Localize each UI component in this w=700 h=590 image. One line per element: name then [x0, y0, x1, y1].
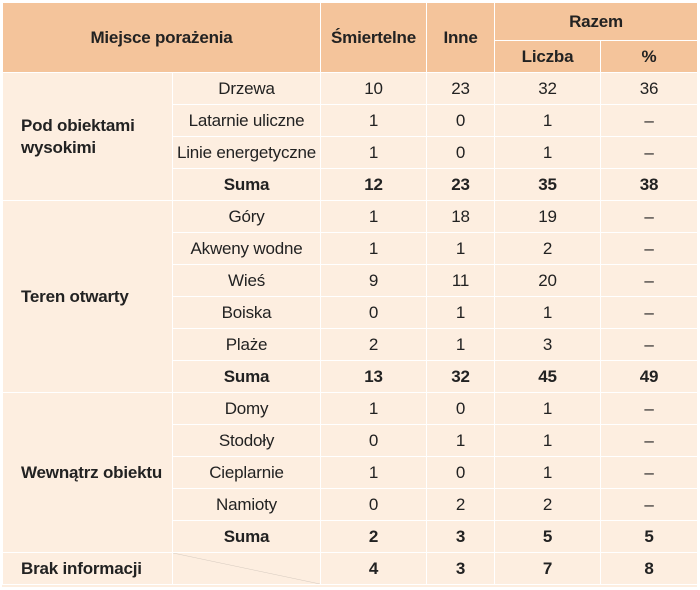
percent-cell: – [601, 489, 698, 521]
other-cell: 11 [427, 265, 495, 297]
count-cell: 2 [495, 489, 601, 521]
count-cell: 3 [495, 329, 601, 361]
sum-label: Suma [173, 361, 321, 393]
count-cell: 32 [495, 73, 601, 105]
other-cell: 23 [427, 169, 495, 201]
diagonal-line [173, 553, 320, 584]
percent-cell: – [601, 265, 698, 297]
header-percent: % [601, 41, 698, 73]
fatal-cell: 4 [321, 553, 427, 585]
count-cell: 1 [495, 137, 601, 169]
count-cell: 7 [495, 553, 601, 585]
fatal-cell: 0 [321, 297, 427, 329]
place-cell: Cieplarnie [173, 457, 321, 489]
count-cell: 45 [495, 361, 601, 393]
other-cell: 0 [427, 457, 495, 489]
other-cell: 0 [427, 105, 495, 137]
diagonal-cell [173, 553, 321, 585]
percent-cell: – [601, 297, 698, 329]
percent-cell: – [601, 201, 698, 233]
place-cell: Boiska [173, 297, 321, 329]
other-cell: 2 [427, 489, 495, 521]
other-cell: 23 [427, 73, 495, 105]
percent-cell: – [601, 105, 698, 137]
place-cell: Stodoły [173, 425, 321, 457]
lightning-table-container [2, 2, 697, 587]
count-cell: 35 [495, 169, 601, 201]
count-cell: 5 [495, 521, 601, 553]
percent-cell: – [601, 137, 698, 169]
other-cell: 1 [427, 233, 495, 265]
count-cell: 1 [495, 297, 601, 329]
place-cell: Latarnie uliczne [173, 105, 321, 137]
group-label-open: Teren otwarty [3, 201, 173, 393]
fatal-cell: 1 [321, 457, 427, 489]
group-label-high: Pod obiektami wysokimi [3, 73, 173, 201]
percent-cell: 49 [601, 361, 698, 393]
group-label-noinfo: Brak informacji [3, 553, 173, 585]
group-label-inside: Wewnątrz obiektu [3, 393, 173, 553]
other-cell: 3 [427, 521, 495, 553]
header-fatal: Śmiertelne [321, 3, 427, 73]
percent-cell: – [601, 425, 698, 457]
other-cell: 1 [427, 297, 495, 329]
sum-label: Suma [173, 169, 321, 201]
sum-label: Suma [173, 521, 321, 553]
other-cell: 1 [427, 329, 495, 361]
percent-cell: – [601, 233, 698, 265]
fatal-cell: 1 [321, 201, 427, 233]
percent-cell: 5 [601, 521, 698, 553]
place-cell: Góry [173, 201, 321, 233]
header-location: Miejsce porażenia [3, 3, 321, 73]
fatal-cell: 1 [321, 137, 427, 169]
fatal-cell: 9 [321, 265, 427, 297]
place-cell: Namioty [173, 489, 321, 521]
table-row [3, 393, 698, 425]
percent-cell: 38 [601, 169, 698, 201]
other-cell: 1 [427, 425, 495, 457]
fatal-cell: 1 [321, 233, 427, 265]
count-cell: 1 [495, 105, 601, 137]
fatal-cell: 13 [321, 361, 427, 393]
percent-cell: 36 [601, 73, 698, 105]
count-cell: 1 [495, 457, 601, 489]
percent-cell: 8 [601, 553, 698, 585]
place-cell: Akweny wodne [173, 233, 321, 265]
percent-cell: – [601, 393, 698, 425]
fatal-cell: 12 [321, 169, 427, 201]
count-cell: 2 [495, 233, 601, 265]
table-row [3, 73, 698, 105]
other-cell: 3 [427, 553, 495, 585]
count-cell: 1 [495, 393, 601, 425]
header-count: Liczba [495, 41, 601, 73]
other-cell: 0 [427, 393, 495, 425]
count-cell: 20 [495, 265, 601, 297]
place-cell: Linie energetyczne [173, 137, 321, 169]
fatal-cell: 1 [321, 393, 427, 425]
noinfo-row [3, 553, 698, 585]
fatal-cell: 1 [321, 105, 427, 137]
other-cell: 18 [427, 201, 495, 233]
place-cell: Domy [173, 393, 321, 425]
fatal-cell: 10 [321, 73, 427, 105]
place-cell: Wieś [173, 265, 321, 297]
fatal-cell: 2 [321, 329, 427, 361]
count-cell: 19 [495, 201, 601, 233]
place-cell: Plaże [173, 329, 321, 361]
other-cell: 32 [427, 361, 495, 393]
percent-cell: – [601, 457, 698, 489]
fatal-cell: 0 [321, 489, 427, 521]
percent-cell: – [601, 329, 698, 361]
header-other: Inne [427, 3, 495, 73]
lightning-strike-table [2, 2, 698, 585]
fatal-cell: 2 [321, 521, 427, 553]
place-cell: Drzewa [173, 73, 321, 105]
fatal-cell: 0 [321, 425, 427, 457]
count-cell: 1 [495, 425, 601, 457]
header-total: Razem [495, 3, 698, 41]
table-row [3, 201, 698, 233]
other-cell: 0 [427, 137, 495, 169]
